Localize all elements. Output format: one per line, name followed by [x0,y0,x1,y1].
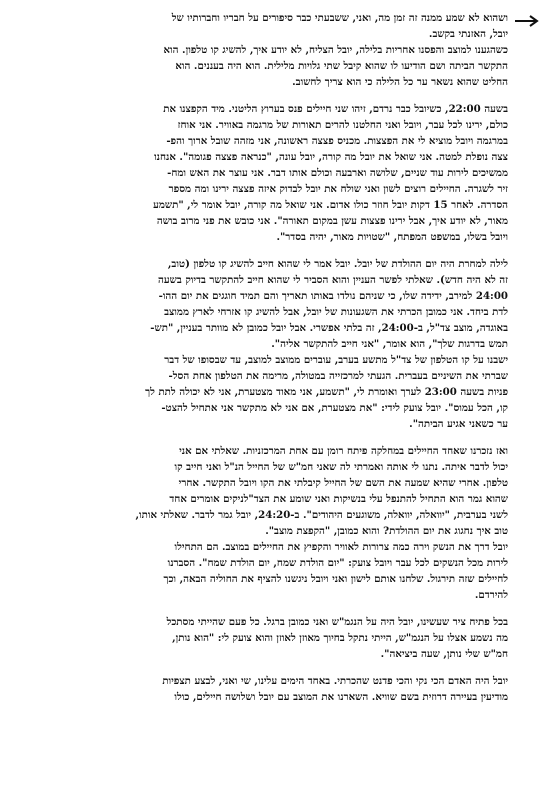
text-line: בכל פתיח ציר שעשינו, יובל היה על הנגמ"ש ואני כמובן ברגל. כל פעם שהייתי מסתכל [166,616,508,628]
text-line: יובל דרך את הנשק וירה כמה צרורות לאוויר והקפיץ את החיילים במוצב. הם התחילו [174,541,508,553]
text-line: לדת ביחד. אני כמובן הכרתי את השגעונות של יובל, אבל להשיג קו אזרחי לארץ ממוצב [164,306,508,318]
text-line: כשהגענו למוצב והפסנו אחריות בלילה, יובל הצליח, לא יודע איך, להשיג קו טלפון. הוא [163,44,508,56]
text-line: צצה נופלת למטה. אני שואל את יובל מה קורה, יובל עונה, "כנראה פצצה פגומה". אנחנו [154,151,508,163]
paragraph [8,10,508,90]
text-line: ושהוא לא שמע ממנה זה זמן מה, ואני, ששבעתי כבר סיפורים על חבריו וחברותיו של [171,12,508,24]
text-line: טוב איך נחגוג את יום ההולדת? והוא כמובן, "הקפצת מוצב". [265,525,508,537]
text-line: יובל היה האדם הכי נקי והכי פדנט שהכרתי. באחד הימים עלינו, שי ואני, לבצע תצפיות [162,675,508,687]
text-line: זה לא היה חדש). שאלתי לפשר העניין והוא הסביר לי שהוא חייב להתקשר בדיוק בשעה [158,274,508,286]
text-line: ממשיכים לירות עוד שניים, שלושה וארבעה וכולם אותו דבר. אני עוצר את האש ומח- [167,167,508,179]
text-line: כולם, ירינו לכל עבר, ויובל ואני החלטנו להרים תאורות של מרגמה באוויר. אני אוחז [177,119,508,131]
text-line: מאור, לא יודע איך, אבל ירינו פצצות עשן במקום תאורה". אני כובש את פני מרוב בושה [156,215,508,227]
text-line: פניות בשעה 23:00 לערך ואומרת לי, "תשמע, אני מאוד מצטערת, אני לא יכולה לתת לך [145,386,508,398]
paragraph [8,101,508,245]
text-line: שהוא גמר הוא התחיל להתנפל עלי בנשיקות ואני שומע את הצד"לניקים אומרים אחד [169,493,508,505]
text-line: באוגדה, מוצב צד"ל, ב-24:00, זה בלתי אפשרי. אבל יובל כמובן לא מוותר בעניין, "תש- [150,322,508,334]
text-line: יכול לדבר איתה. נתנו לי אותה ואמרתי לה שאני חמ"ש של החייל הנ"ל ואני חייב קו [174,461,508,473]
text-line: תמש בדרגות שלך", הוא אומר, "אני חייב להתקשר אליה". [271,338,508,350]
text-line: החליט שהוא נשאר ער כל הלילה כי הוא צריך לחשוב. [292,76,508,88]
paragraph [8,256,508,432]
text-line: 24:00 למירב, ידידה שלו, כי שניהם נולדו באותו תאריך והם תמיד חוגגים את יום ההו- [158,290,508,302]
arrow-right-icon [514,14,540,28]
text-line: ויובל בשלו, במשפט המפתח, "שטויות מאור, יהיה בסדר". [276,231,508,243]
text-line: ואז נזכרנו שאחד החיילים במחלקה פיתח רומן עם אחת המרכזניות. שאלתי אם אני [179,445,508,457]
text-line: לילה למחרת היה יום ההולדת של יובל. יובל אמר לי שהוא חייב להשיג קו טלפון (טוב, [167,258,508,270]
text-line: לשני בערבית, "יוואלה, יוואלה, משוגעים היהודים". ב-24:20, יובל גמר לדבר. שאלתי אותו, [135,509,508,521]
text-line: שברתי את השיניים בעברית. הגעתי למרכזייה במטולה, מרימה את הטלפון אחת הסל- [168,370,508,382]
text-line: ער כשאני אגיע הביתה". [409,418,508,430]
text-line: להירדם. [474,589,508,601]
text-line: בשעה 22:00, כשיובל כבר נרדם, זיהו שני חיילים פנס בערוץ הליטני. מיד הקפצנו את [163,103,508,115]
text-line: זיר לשגרה. החיילים רוצים לשון ואני שולח את יובל לבדוק איזה פצצה ירינו ומה מספר [168,183,508,195]
paragraph [8,673,508,705]
text-line: טלפון. אחרי שהיא שמעה את השם של החייל קיבלתי את הקו ויובל התקשר. אחרי [178,477,508,489]
text-line: מודיעין בעיירה דרוזית בשם שוויא. השארנו את המוצב עם יובל ושלושה חיילים, כולו [174,691,508,703]
text-line: חמ"ש שלי נותן, שעה ביציאה". [380,648,508,660]
text-line: לירות מכל הנשקים לכל עבר ויובל צועק: "יום הולדת שמח, יום הולדת שמח". הסברנו [167,557,508,569]
text-line: ישבנו על קו הטלפון של צד"ל מתשע בערב, עוברים ממוצב למוצב, עד שבסופו של דבר [164,354,508,366]
paragraph [8,614,508,662]
text-line: לחיילים שזה תירגול. שלחנו אותם לישון ואני ויובל ניגשנו להציף את החוליה הבאה, וכך [163,573,508,585]
text-line: יובל, האזנתי בקשב. [428,28,508,40]
text-line: התקשר הביתה ושם הודיעו לו שהוא קיבל שתי גלויות מלילית. הוא היה בעננים. הוא [175,60,508,72]
document-body [8,10,508,716]
text-line: הסדרה. לאחר 15 דקות יובל חוזר כולו אדום. אני שואל מה קורה, יובל אומר לי, "תשמע [153,199,508,211]
text-line: קו, הכל עמוס". יובל צועק לידי: "את מצטערת, אם אני לא מתקשר אני אתחיל להצט- [161,402,508,414]
text-line: מה נשמע אצלו על הנגמ"ש, הייתי נתקל בחיוך מאוזן לאוזן והוא צועק לי: "הוא נותן, [172,632,508,644]
text-line: במרגמה ויובל מוציא לי את הפצצות. מכניס פצצה ראשונה, אני מזהה שובל ארוך והפ- [166,135,508,147]
paragraph [8,443,508,603]
